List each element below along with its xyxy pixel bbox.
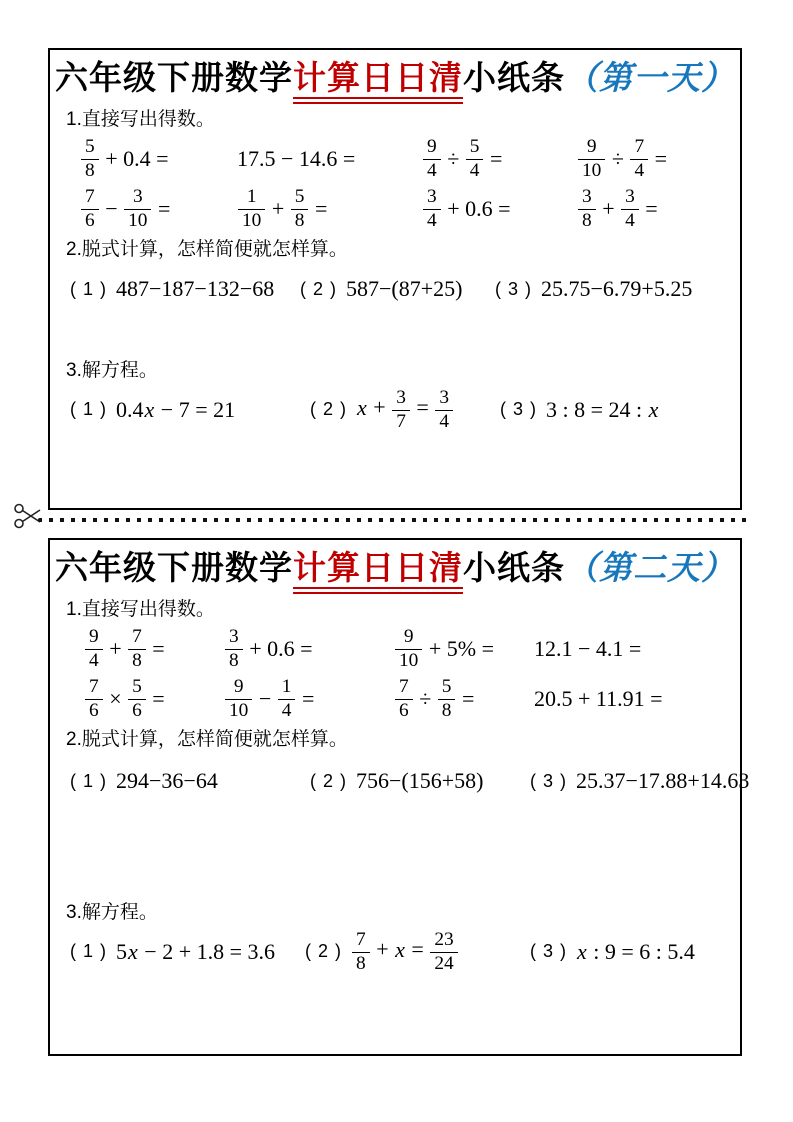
math-text: + 0.6 = (441, 195, 511, 221)
problem-number: ( 2 ) (305, 941, 343, 962)
question1-label: 1.直接写出得数。 (66, 598, 215, 620)
title-suffix: 小纸条 (463, 59, 565, 96)
math-text: = (296, 685, 315, 711)
problem-item (305, 929, 530, 974)
math-expression (80, 134, 237, 184)
mental-math-grid (50, 134, 740, 234)
title-day-label: （第一天） (565, 59, 735, 96)
math-fraction: $\frac{23}{24}$ (430, 929, 457, 974)
math-fraction: $\frac{5}{4}$ (466, 136, 484, 181)
title-prefix: 六年级下册数学 (55, 549, 293, 586)
math-expression (577, 184, 740, 234)
math-fraction: $\frac{1}{4}$ (278, 676, 296, 721)
question3-label: 3.解方程。 (66, 360, 158, 382)
worksheet-card-day1 (48, 48, 742, 510)
math-expression (356, 768, 483, 794)
problem-number: ( 2 ) (310, 770, 348, 791)
math-text: = (639, 195, 658, 221)
problem-number: ( 1 ) (70, 770, 108, 791)
math-expression (84, 624, 224, 674)
math-fraction: $\frac{1}{10}$ (238, 186, 265, 231)
math-text: ÷ (606, 145, 630, 171)
math-fraction: $\frac{5}{8}$ (438, 676, 456, 721)
math-text: + 0.6 = (243, 635, 313, 661)
problem-number: ( 1 ) (70, 399, 108, 420)
math-expression (576, 768, 749, 794)
title-day-label: （第二天） (565, 549, 735, 586)
problem-number: ( 1 ) (70, 941, 108, 962)
math-fraction: $\frac{5}{6}$ (128, 676, 146, 721)
math-fraction: $\frac{9}{4}$ (85, 626, 103, 671)
math-text: + (103, 635, 128, 661)
math-expression (546, 397, 659, 423)
problem-number: ( 3 ) (530, 770, 568, 791)
question2-problems (70, 269, 740, 309)
question3-label: 3.解方程。 (66, 902, 158, 924)
math-text: × (103, 685, 128, 711)
math-expression (534, 624, 740, 674)
math-fraction: $\frac{5}{8}$ (291, 186, 309, 231)
math-fraction: $\frac{5}{8}$ (81, 136, 99, 181)
math-text: 17.5 − 14.6 = (237, 145, 356, 171)
math-expression (422, 134, 577, 184)
math-text: + (596, 195, 621, 221)
math-expression (80, 184, 237, 234)
math-text: + 0.4 = (99, 145, 169, 171)
math-text: : 9 = 6 : 5.4 (587, 938, 695, 964)
math-text: = (309, 195, 328, 221)
math-fraction: $\frac{9}{10}$ (578, 136, 605, 181)
problem-item (70, 387, 310, 432)
math-expression (237, 184, 422, 234)
math-expression (346, 276, 462, 302)
math-expression (577, 134, 740, 184)
problem-number: ( 3 ) (500, 399, 538, 420)
dotted-cut-rule (38, 518, 750, 522)
math-fraction: $\frac{7}{6}$ (85, 676, 103, 721)
math-text: ÷ (413, 685, 437, 711)
problem-number: ( 1 ) (70, 278, 108, 299)
problem-item (70, 269, 300, 309)
problem-item (310, 761, 530, 801)
math-expression (116, 768, 218, 794)
math-expression (224, 624, 394, 674)
problem-number: ( 3 ) (495, 278, 533, 299)
math-expression (351, 929, 459, 974)
math-fraction: $\frac{7}{8}$ (352, 929, 370, 974)
math-expression (394, 674, 534, 724)
question2-problems (70, 761, 750, 801)
math-text: − 2 + 1.8 = 3.6 (138, 938, 276, 964)
math-expression (356, 387, 454, 432)
math-fraction: $\frac{9}{10}$ (225, 676, 252, 721)
problem-number: ( 3 ) (530, 941, 568, 962)
problem-item (300, 269, 495, 309)
math-fraction: $\frac{7}{4}$ (630, 136, 648, 181)
question3-problems (70, 929, 740, 974)
math-variable: x (648, 396, 659, 422)
math-text: + (370, 936, 395, 962)
math-text: 487−187−132−68 (116, 276, 275, 302)
problem-item (530, 761, 749, 801)
math-text: 25.37−17.88+14.63 (576, 768, 750, 794)
math-fraction: $\frac{7}{6}$ (81, 186, 99, 231)
math-text: = (152, 195, 171, 221)
math-text: = (146, 685, 165, 711)
math-expression (422, 184, 577, 234)
math-text: = (405, 936, 430, 962)
title-suffix: 小纸条 (463, 549, 565, 586)
math-text: = (484, 145, 503, 171)
question1-label: 1.直接写出得数。 (66, 108, 215, 130)
math-text: − 7 = 21 (155, 396, 236, 422)
math-fraction: $\frac{3}{4}$ (435, 387, 453, 432)
worksheet-card-day2 (48, 538, 750, 1056)
mental-math-grid (50, 624, 740, 724)
math-variable: x (128, 938, 138, 964)
math-text: 20.5 + 11.91 = (534, 685, 663, 711)
problem-number: ( 2 ) (300, 278, 338, 299)
problem-item (495, 269, 740, 309)
question2-label: 2.脱式计算，怎样简便就怎样算。 (66, 728, 348, 750)
problem-item (310, 387, 500, 432)
math-text: 3 : 8 = 24 : (546, 396, 648, 422)
math-fraction: $\frac{3}{4}$ (423, 186, 441, 231)
page-title (50, 547, 740, 590)
math-text: 5 (116, 938, 128, 964)
cut-line (0, 498, 793, 534)
title-prefix: 六年级下册数学 (55, 59, 293, 96)
title-highlight: 计算日日清 (293, 59, 463, 104)
math-text: − (253, 685, 277, 711)
math-text: 294−36−64 (116, 768, 218, 794)
title-highlight: 计算日日清 (293, 549, 463, 594)
scissors-icon (13, 500, 43, 532)
math-variable: x (144, 396, 155, 422)
math-fraction: $\frac{3}{7}$ (392, 387, 410, 432)
problem-item (500, 387, 740, 432)
math-text: 587−(87+25) (346, 276, 463, 302)
question3-problems (70, 387, 740, 432)
math-expression (84, 674, 224, 724)
math-text: 25.75−6.79+5.25 (541, 276, 693, 302)
math-text: − (99, 195, 124, 221)
math-text: = (410, 394, 435, 420)
math-text: = (146, 635, 165, 661)
math-text: + (266, 195, 290, 221)
math-text: + (367, 394, 392, 420)
math-text: ÷ (441, 145, 465, 171)
math-fraction: $\frac{7}{6}$ (395, 676, 413, 721)
math-fraction: $\frac{7}{8}$ (128, 626, 146, 671)
page-title (50, 57, 740, 100)
math-fraction: $\frac{3}{8}$ (225, 626, 243, 671)
math-expression (576, 939, 695, 965)
math-text: + 5% = (423, 635, 494, 661)
math-expression (116, 397, 235, 423)
math-fraction: $\frac{3}{8}$ (578, 186, 596, 231)
problem-item (70, 761, 310, 801)
math-expression (534, 674, 740, 724)
math-variable: x (395, 936, 405, 962)
math-expression (116, 939, 275, 965)
math-expression (116, 276, 274, 302)
math-expression (224, 674, 394, 724)
math-expression (237, 134, 422, 184)
problem-number: ( 2 ) (310, 399, 348, 420)
math-fraction: $\frac{3}{4}$ (621, 186, 639, 231)
math-variable: x (357, 394, 367, 420)
math-expression (394, 624, 534, 674)
math-fraction: $\frac{9}{10}$ (395, 626, 422, 671)
math-text: 0.4 (116, 396, 144, 422)
problem-item (70, 929, 305, 974)
math-text: 12.1 − 4.1 = (534, 635, 642, 661)
math-text: = (456, 685, 475, 711)
math-text: = (649, 145, 668, 171)
math-variable: x (577, 938, 587, 964)
question2-label: 2.脱式计算，怎样简便就怎样算。 (66, 238, 348, 260)
math-expression (541, 276, 692, 302)
math-fraction: $\frac{3}{10}$ (124, 186, 151, 231)
problem-item (530, 929, 740, 974)
math-fraction: $\frac{9}{4}$ (423, 136, 441, 181)
math-text: 756−(156+58) (356, 768, 484, 794)
